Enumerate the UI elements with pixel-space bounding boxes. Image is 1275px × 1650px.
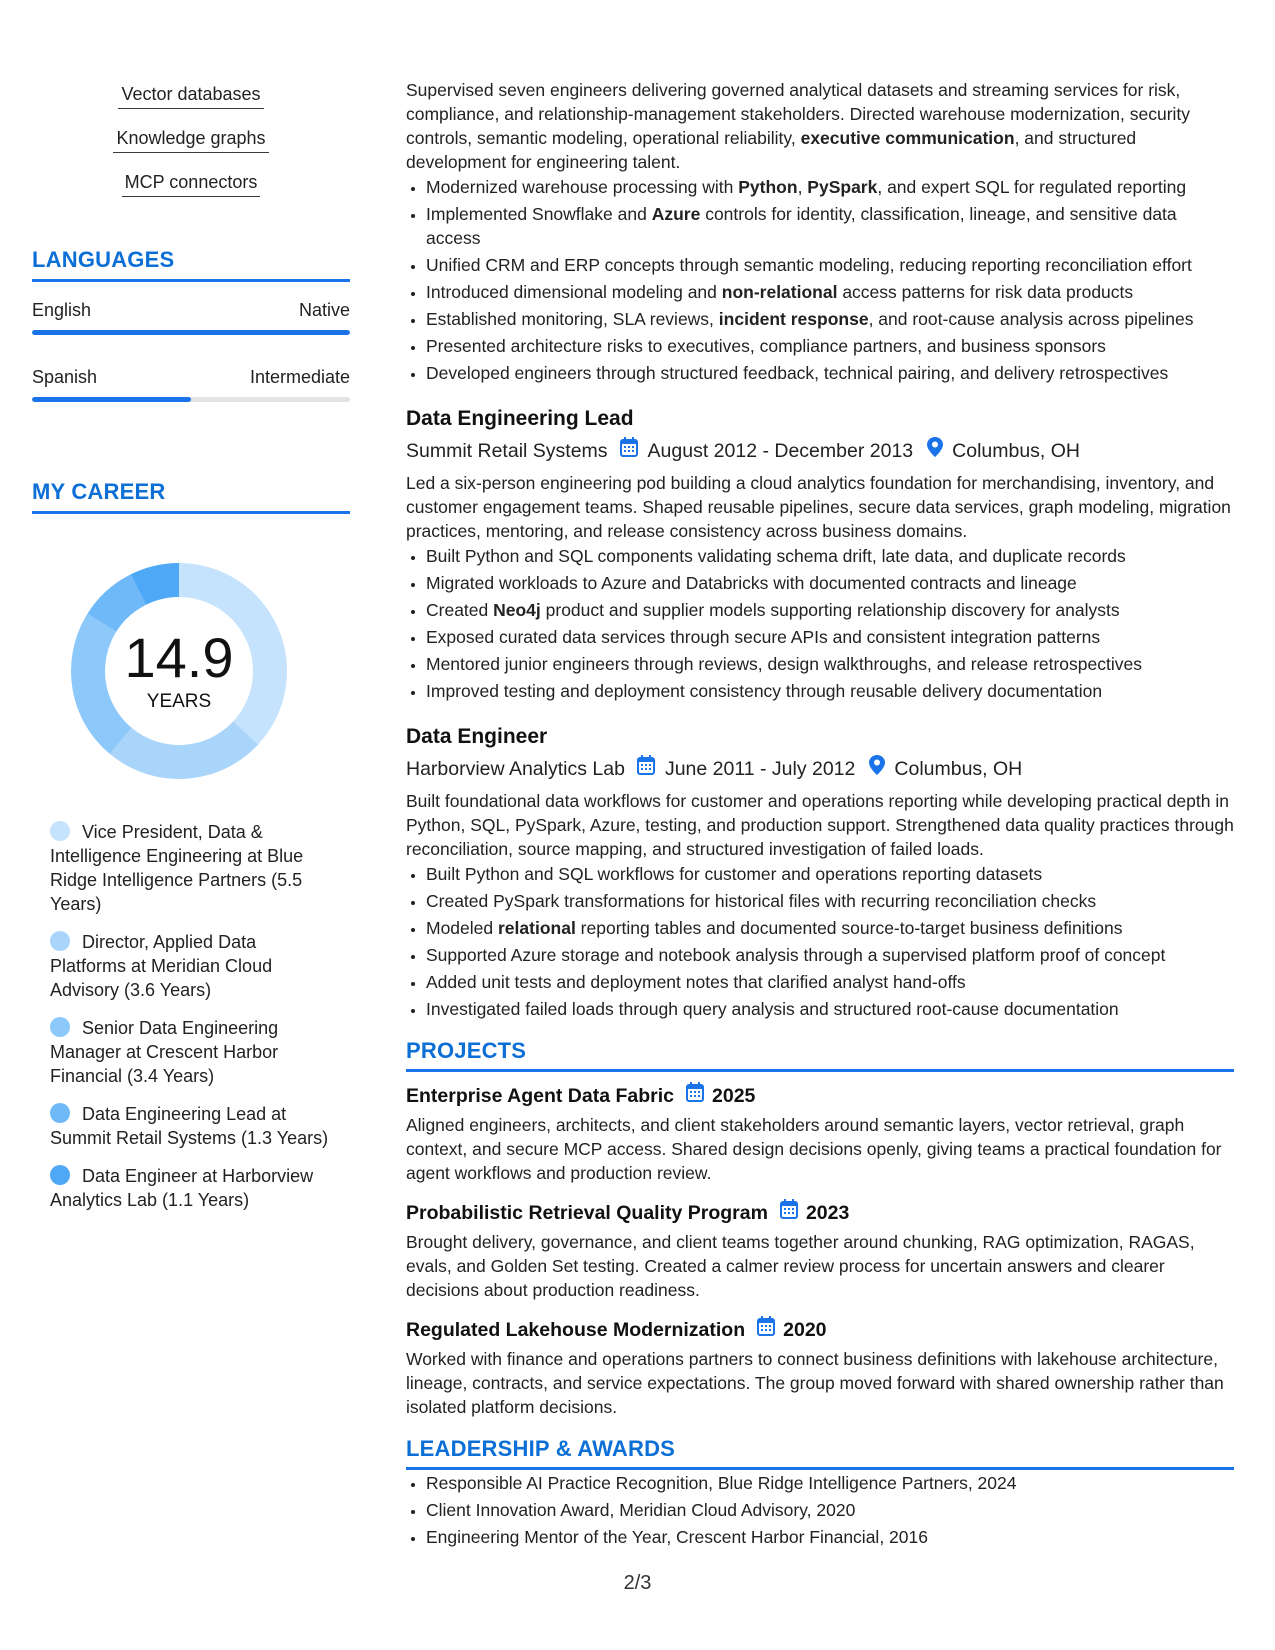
languages-title: LANGUAGES [32, 247, 350, 282]
bullet-item: • Exposed curated data services through secure APIs and consistent integration patterns [426, 625, 1234, 649]
legend-item [50, 1164, 330, 1212]
job-summary: Built foundational data workflows for customer and operations reporting while developing practical depth in Python, SQL, PySpark, Azure, testing, and production support. Strengthened data quality practices through reconciliation, source mapping, and structured investigation of failed loads. [406, 791, 1234, 859]
job-vp [406, 78, 1234, 385]
job-location: Columbus, OH [952, 440, 1081, 462]
award-item: • Engineering Mentor of the Year, Crescent Harbor Financial, 2016 [426, 1525, 1234, 1549]
bullet-item: • Modeled relational reporting tables and documented source-to-target business definitions [426, 916, 1234, 940]
bullet-item: • Presented architecture risks to executives, compliance partners, and business sponsors [426, 334, 1234, 358]
bullet-item: • Developed engineers through structured feedback, technical pairing, and delivery retrospectives [426, 361, 1234, 385]
skill-tag: MCP connectors [122, 170, 261, 197]
project-year: 2020 [783, 1319, 827, 1341]
bullet-item: • Built Python and SQL workflows for customer and operations reporting datasets [426, 862, 1234, 886]
legend-item [50, 1016, 330, 1088]
bullet-item: • Migrated workloads to Azure and Databricks with documented contracts and lineage [426, 571, 1234, 595]
skill-list [32, 82, 350, 214]
project-description: Brought delivery, governance, and client teams together around chunking, RAG optimization, RAGAS, evals, and Golden Set testing. Created a calmer review process for uncertain answers and clearer decisions about production readiness. [406, 1232, 1195, 1300]
legend-item [50, 1102, 330, 1150]
awards-title: LEADERSHIP & AWARDS [406, 1437, 1234, 1470]
bullet-item: • Created PySpark transformations for historical files with recurring reconciliation checks [426, 889, 1234, 913]
job-bullets [426, 175, 1234, 385]
calendar-icon [686, 1082, 704, 1110]
language-item [32, 365, 350, 402]
projects-section [406, 1039, 1234, 1419]
legend-label: Director, Applied Data Platforms at Meridian Cloud Advisory (3.6 Years) [50, 932, 273, 1000]
bullet-item: • Built Python and SQL components validating schema drift, late data, and duplicate records [426, 544, 1234, 568]
job-summary: Supervised seven engineers delivering governed analytical datasets and streaming services for risk, compliance, and relationship-management stakeholders. Directed warehouse modernization, security controls, semantic modeling, operational reliability, executive communication, and structured development for engineering talent. [406, 80, 1191, 172]
legend-label: Data Engineering Lead at Summit Retail Systems (1.3 Years) [50, 1104, 329, 1148]
keyword-highlight: Azure [651, 204, 701, 224]
job-title: Data Engineering Lead [406, 407, 634, 430]
sidebar [32, 82, 350, 1226]
bullet-item: • Modernized warehouse processing with Python, PySpark, and expert SQL for regulated reporting [426, 175, 1234, 199]
calendar-icon [780, 1199, 798, 1227]
career-donut-chart [66, 558, 292, 784]
bullet-item: • Established monitoring, SLA reviews, incident response, and root-cause analysis across pipelines [426, 307, 1234, 331]
legend-dot [50, 1165, 70, 1185]
legend-item [50, 930, 330, 1002]
page-number: 2/3 [623, 1572, 652, 1594]
language-bar [32, 330, 350, 335]
calendar-icon [757, 1316, 775, 1344]
donut-center [66, 558, 292, 784]
bullet-item: • Mentored junior engineers through reviews, design walkthroughs, and release retrospectives [426, 652, 1234, 676]
bullet-item: • Supported Azure storage and notebook analysis through a supervised platform proof of concept [426, 943, 1234, 967]
project-year: 2025 [712, 1085, 756, 1107]
language-level: Native [298, 300, 350, 320]
project-name: Probabilistic Retrieval Quality Program [406, 1202, 768, 1224]
language-name: English [32, 300, 92, 320]
projects-title: PROJECTS [406, 1039, 1234, 1072]
legend-label: Senior Data Engineering Manager at Crescent Harbor Financial (3.4 Years) [50, 1018, 279, 1086]
project-item [406, 1316, 1234, 1419]
language-bar-fill [32, 330, 350, 335]
legend-dot [50, 931, 70, 951]
job-summit [406, 405, 1234, 703]
languages-section [32, 247, 350, 402]
language-bar [32, 397, 350, 402]
main-content [406, 78, 1234, 1552]
project-year: 2023 [805, 1202, 850, 1224]
legend-dot [50, 1103, 70, 1123]
bullet-item: • Unified CRM and ERP concepts through semantic modeling, reducing reporting reconciliation effort [426, 253, 1234, 277]
calendar-icon [637, 755, 655, 783]
keyword-highlight: relational [498, 918, 576, 938]
job-location: Columbus, OH [894, 758, 1023, 780]
total-years-value: 14.9 [124, 626, 234, 689]
keyword-highlight: Neo4j [493, 600, 541, 620]
bullet-item: • Investigated failed loads through query analysis and structured root-cause documentation [426, 997, 1234, 1021]
language-name: Spanish [32, 367, 98, 387]
project-name: Regulated Lakehouse Modernization [406, 1319, 746, 1341]
company-name: Summit Retail Systems [406, 440, 608, 462]
career-title: MY CAREER [32, 479, 350, 514]
job-title: Data Engineer [406, 725, 548, 748]
language-bar-fill [32, 397, 191, 402]
job-bullets [426, 544, 1234, 703]
job-bullets [426, 862, 1234, 1021]
total-years-unit: YEARS [146, 691, 212, 712]
project-item [406, 1082, 1234, 1185]
job-dates: June 2011 - July 2012 [664, 758, 856, 780]
map-pin-icon [869, 755, 885, 783]
keyword-highlight: non-relational [721, 282, 838, 302]
keyword-highlight: Python [738, 177, 798, 197]
project-name: Enterprise Agent Data Fabric [406, 1085, 675, 1107]
job-meta [406, 755, 1234, 783]
project-list [406, 1082, 1234, 1419]
language-item [32, 298, 350, 335]
job-summary: Led a six-person engineering pod building a cloud analytics foundation for merchandising, inventory, and customer engagement teams. Shaped reusable pipelines, secure data services, graph modeling, migration practices, mentoring, and release consistency across business domains. [406, 473, 1231, 541]
bullet-item: • Improved testing and deployment consistency through reusable delivery documentation [426, 679, 1234, 703]
legend-dot [50, 821, 70, 841]
project-item [406, 1199, 1234, 1302]
keyword-highlight: executive communication [800, 128, 1015, 148]
award-list [426, 1471, 1234, 1549]
map-pin-icon [927, 437, 943, 465]
legend-dot [50, 1017, 70, 1037]
language-level: Intermediate [249, 367, 350, 387]
bullet-item: • Added unit tests and deployment notes that clarified analyst hand-offs [426, 970, 1234, 994]
company-name: Harborview Analytics Lab [406, 758, 625, 780]
awards-section [406, 1437, 1234, 1549]
skill-tag: Knowledge graphs [113, 126, 268, 153]
project-header [406, 1199, 1234, 1227]
job-dates: August 2012 - December 2013 [647, 440, 914, 462]
project-description: Worked with finance and operations partners to connect business definitions with lakehouse architecture, lineage, contracts, and service expectations. The group moved forward with shared ownership rather than isolated platform decisions. [406, 1349, 1224, 1417]
keyword-highlight: incident response [718, 309, 869, 329]
career-section [32, 479, 350, 1212]
job-harborview [406, 723, 1234, 1021]
bullet-item: • Implemented Snowflake and Azure controls for identity, classification, lineage, and sensitive data access [426, 202, 1234, 250]
award-item: • Client Innovation Award, Meridian Cloud Advisory, 2020 [426, 1498, 1234, 1522]
award-item: • Responsible AI Practice Recognition, Blue Ridge Intelligence Partners, 2024 [426, 1471, 1234, 1495]
project-description: Aligned engineers, architects, and client stakeholders around semantic layers, vector retrieval, graph context, and secure MCP access. Shared design decisions openly, giving teams a practical foundation for agent workflows and production review. [406, 1115, 1222, 1183]
job-meta [406, 437, 1234, 465]
bullet-item: • Introduced dimensional modeling and non-relational access patterns for risk data products [426, 280, 1234, 304]
keyword-highlight: PySpark [807, 177, 878, 197]
calendar-icon [620, 437, 638, 465]
bullet-item: • Created Neo4j product and supplier models supporting relationship discovery for analysts [426, 598, 1234, 622]
career-legend [32, 820, 350, 1212]
project-header [406, 1316, 1234, 1344]
skill-tag: Vector databases [118, 82, 263, 109]
legend-label: Data Engineer at Harborview Analytics Lab (1.1 Years) [50, 1166, 314, 1210]
project-header [406, 1082, 1234, 1110]
legend-label: Vice President, Data & Intelligence Engineering at Blue Ridge Intelligence Partners (5.5 Years) [50, 822, 304, 914]
legend-item [50, 820, 330, 916]
